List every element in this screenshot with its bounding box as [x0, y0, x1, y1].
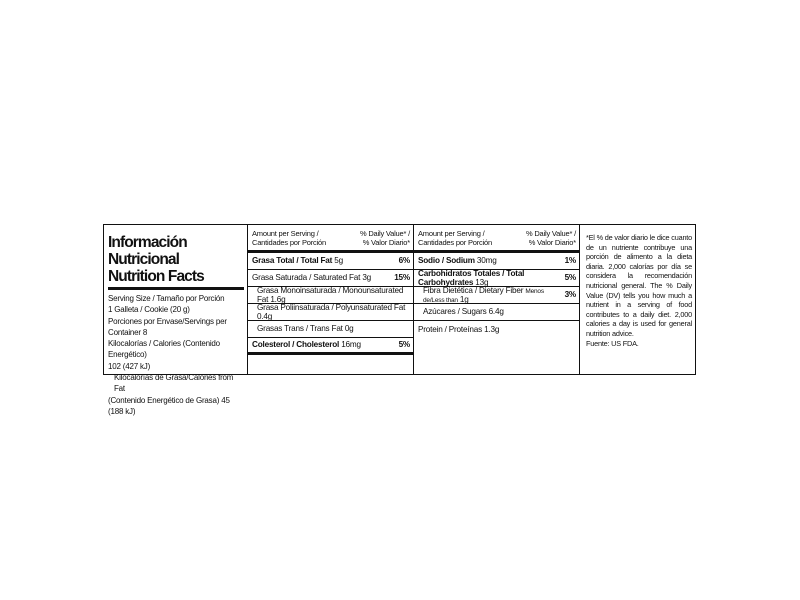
- nutrient-percent: 5%: [564, 273, 576, 283]
- nutrient-name: Grasas Trans / Trans Fat: [257, 324, 343, 334]
- nutrient-row: [414, 321, 580, 338]
- nutrients-column-right: [413, 225, 580, 374]
- amount-per-serving-label: Amount per Serving /: [418, 229, 485, 238]
- nutrient-percent: 6%: [398, 256, 410, 266]
- nutrient-percent: 3%: [564, 290, 576, 300]
- serving-info-column: [104, 225, 247, 416]
- nutrient-name: Grasa Monoinsaturada / Monounsaturated Fat: [257, 285, 404, 304]
- serving-details: [108, 293, 244, 417]
- nutrients-column-left: [247, 225, 414, 374]
- nutrient-row: [414, 304, 580, 321]
- amount-per-serving-label-es: Cantidades por Porción: [252, 238, 326, 247]
- nutrient-name: Sodio / Sodium: [418, 256, 475, 266]
- nutrient-name: Fibra Dietética / Dietary Fiber: [423, 285, 524, 295]
- footnote-column: [579, 225, 697, 374]
- nutrient-row: [248, 321, 414, 338]
- daily-value-footnote: *El % de valor diario le dice cuanto de un nutriente contribuye una porción de alimento a la dieta diaria. 2,000 calorías por día se considera la recomendación nutricional general. The % Daily Value (DV) tells you how much a nutrient in a serving of food contributes to a daily diet. 2,000 calories a day is used for general nutrition advice.: [586, 233, 692, 338]
- nutrient-name: Grasa Total / Total Fat: [252, 256, 333, 266]
- nutrient-row: [248, 304, 414, 321]
- daily-value-label-es: % Valor Diario*: [362, 238, 410, 247]
- nutrient-amount: 16mg: [341, 340, 361, 350]
- daily-value-label-es: % Valor Diario*: [528, 238, 576, 247]
- nutrient-name: Azúcares / Sugars: [423, 307, 487, 317]
- nutrient-amount: 30mg: [476, 256, 497, 266]
- nutrient-amount: 13g: [475, 278, 489, 287]
- nutrient-percent: 15%: [394, 273, 410, 283]
- daily-value-label: % Daily Value* /: [525, 229, 576, 238]
- servings-per-container: Porciones por Envase/Servings per Container 8: [108, 316, 227, 337]
- serving-size-label: Serving Size / Tamaño por Porción: [108, 294, 225, 303]
- nutrient-amount: 0.4g: [257, 312, 273, 321]
- title-spanish: Información Nutricional: [108, 234, 187, 268]
- nutrient-amount: 6.4g: [488, 307, 504, 317]
- nutrient-qualifier: Menos de/Less than: [423, 287, 544, 304]
- nutrient-amount: 1g: [459, 295, 469, 304]
- nutrient-row: [414, 270, 580, 287]
- column-header: [414, 225, 580, 253]
- nutrient-row: [414, 287, 580, 304]
- serving-size-value: 1 Galleta / Cookie (20 g): [108, 305, 190, 315]
- nutrient-name: Carbohidratos Totales / Total Carbohydrates: [418, 268, 525, 287]
- nutrient-name: Grasa Poliinsaturada / Polyunsaturated Fat: [257, 302, 406, 312]
- amount-per-serving-label: Amount per Serving /: [252, 229, 319, 238]
- calories-label: Kilocalorías / Calories (Contenido Energético): [108, 339, 220, 360]
- nutrient-amount: 0g: [344, 324, 354, 334]
- column-header: [248, 225, 414, 253]
- nutrition-label: [103, 224, 696, 416]
- nutrient-row: [248, 253, 414, 270]
- nutrient-row: [248, 270, 414, 287]
- nutrient-amount: 5g: [334, 256, 343, 266]
- nutrient-percent: 1%: [564, 256, 576, 266]
- nutrient-name: Colesterol / Cholesterol: [252, 340, 340, 350]
- nutrient-amount: 1.3g: [484, 324, 500, 334]
- amount-per-serving-label-es: Cantidades por Porción: [418, 238, 492, 247]
- source-note: Fuente: US FDA.: [586, 338, 639, 348]
- nutrient-row: [414, 253, 580, 270]
- nutrient-percent: 5%: [398, 340, 410, 350]
- nutrient-amount: 3g: [362, 273, 372, 283]
- fat-calories-label: Kilocalorías de Grasa/Calories from Fat: [114, 373, 234, 394]
- nutrient-name: Grasa Saturada / Saturated Fat: [252, 273, 361, 283]
- calories-value: 102 (427 kJ): [108, 361, 151, 371]
- nutrient-amount: 1.6g: [270, 295, 286, 304]
- nutrient-row: [248, 338, 414, 355]
- fat-calories-value: (Contenido Energético de Grasa) 45 (188 kJ): [108, 395, 230, 416]
- title-english: Nutrition Facts: [108, 268, 244, 290]
- nutrient-name: Protein / Proteínas: [418, 324, 483, 334]
- daily-value-label: % Daily Value* /: [359, 229, 410, 238]
- nutrient-row: [248, 287, 414, 304]
